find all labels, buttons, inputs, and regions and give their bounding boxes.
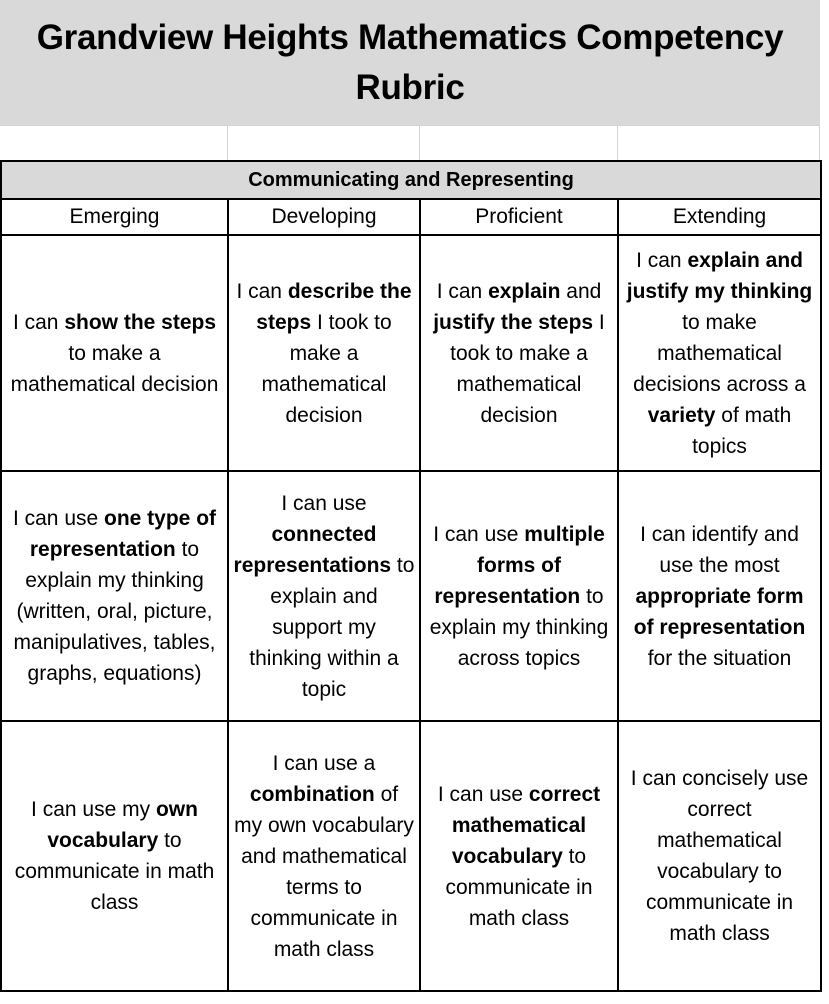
cell-text: I can use: [281, 491, 367, 515]
emphasis-text: combination: [249, 782, 375, 806]
cell-text: of math topics: [692, 403, 792, 458]
cell-text: to make mathematical decisions across a: [633, 310, 806, 396]
rubric-row-decisions: [1, 235, 821, 471]
rubric-cell: [420, 235, 618, 471]
cell-text: I took to make a mathematical decision: [261, 310, 392, 427]
emphasis-text: multiple forms of representation: [434, 522, 605, 608]
cell-text: to explain my thinking (written, oral, picture, manipulatives, tables, graphs, equations): [13, 538, 216, 685]
cell-text: I can: [12, 310, 65, 334]
emphasis-text: describe the steps: [256, 279, 412, 334]
cell-text: I can use: [433, 522, 525, 546]
page-title: Grandview Heights Mathematics Competency Rubric: [36, 17, 784, 107]
cell-text: to make a mathematical decision: [10, 341, 219, 396]
blank-row-gridline: [227, 125, 228, 160]
rubric-row-representation: [1, 471, 821, 721]
emphasis-text: explain: [488, 279, 561, 303]
level-header-extending: Extending: [618, 199, 821, 235]
rubric-cell: [228, 471, 420, 721]
cell-text: to communicate in math class: [14, 829, 215, 914]
cell-text: to communicate in math class: [445, 844, 593, 930]
cell-text: and: [560, 279, 602, 303]
rubric-cell: [618, 471, 821, 721]
cell-text: I can concisely use correct mathematical vocabulary to communicate in math class: [630, 767, 809, 945]
level-header-developing: Developing: [228, 199, 420, 235]
cell-text: to explain and support my thinking within a topic: [249, 553, 415, 701]
rubric-cell: [420, 471, 618, 721]
blank-row-gridline: [617, 125, 618, 160]
cell-text: I can use: [437, 782, 529, 806]
emphasis-text: one type of representation: [29, 507, 217, 561]
emphasis-text: appropriate form of representation: [633, 584, 806, 639]
blank-row-gridline: [0, 125, 820, 126]
blank-row-gridline: [419, 125, 420, 160]
emphasis-text: variety: [647, 403, 716, 427]
rubric-cell: [228, 721, 420, 991]
cell-text: I can: [236, 279, 288, 303]
cell-text: I can use a: [272, 751, 376, 775]
cell-text: I can: [636, 248, 688, 272]
cell-text: I can use: [12, 507, 105, 530]
rubric-cell: [420, 721, 618, 991]
section-title: Communicating and Representing: [1, 161, 821, 199]
rubric-cell: [618, 235, 821, 471]
rubric-cell: [1, 471, 228, 721]
rubric-cell: [228, 235, 420, 471]
emphasis-text: explain and justify my thinking: [626, 248, 813, 303]
rubric-cell: [1, 721, 228, 991]
blank-row-gridline: [819, 125, 820, 160]
emphasis-text: correct mathematical vocabulary: [451, 782, 601, 868]
cell-text: to explain my thinking across topics: [429, 584, 609, 670]
rubric-cell: [618, 721, 821, 991]
cell-text: I took to make a mathematical decision: [450, 310, 605, 427]
level-header-emerging: Emerging: [1, 199, 228, 235]
emphasis-text: justify the steps: [433, 310, 594, 334]
cell-text: of my own vocabulary and mathematical terms to communicate in math class: [234, 782, 414, 961]
cell-text: I can: [436, 279, 489, 303]
rubric-cell: [1, 235, 228, 471]
cell-text: I can identify and use the most: [640, 522, 799, 577]
emphasis-text: own vocabulary: [47, 798, 198, 852]
emphasis-text: connected representations: [233, 522, 392, 577]
emphasis-text: show the steps: [64, 310, 217, 334]
rubric-table: [0, 160, 822, 992]
level-header-proficient: Proficient: [420, 199, 618, 235]
title-band: [0, 0, 820, 125]
rubric-row-vocabulary: [1, 721, 821, 991]
cell-text: I can use my: [31, 798, 156, 821]
cell-text: for the situation: [647, 646, 792, 670]
